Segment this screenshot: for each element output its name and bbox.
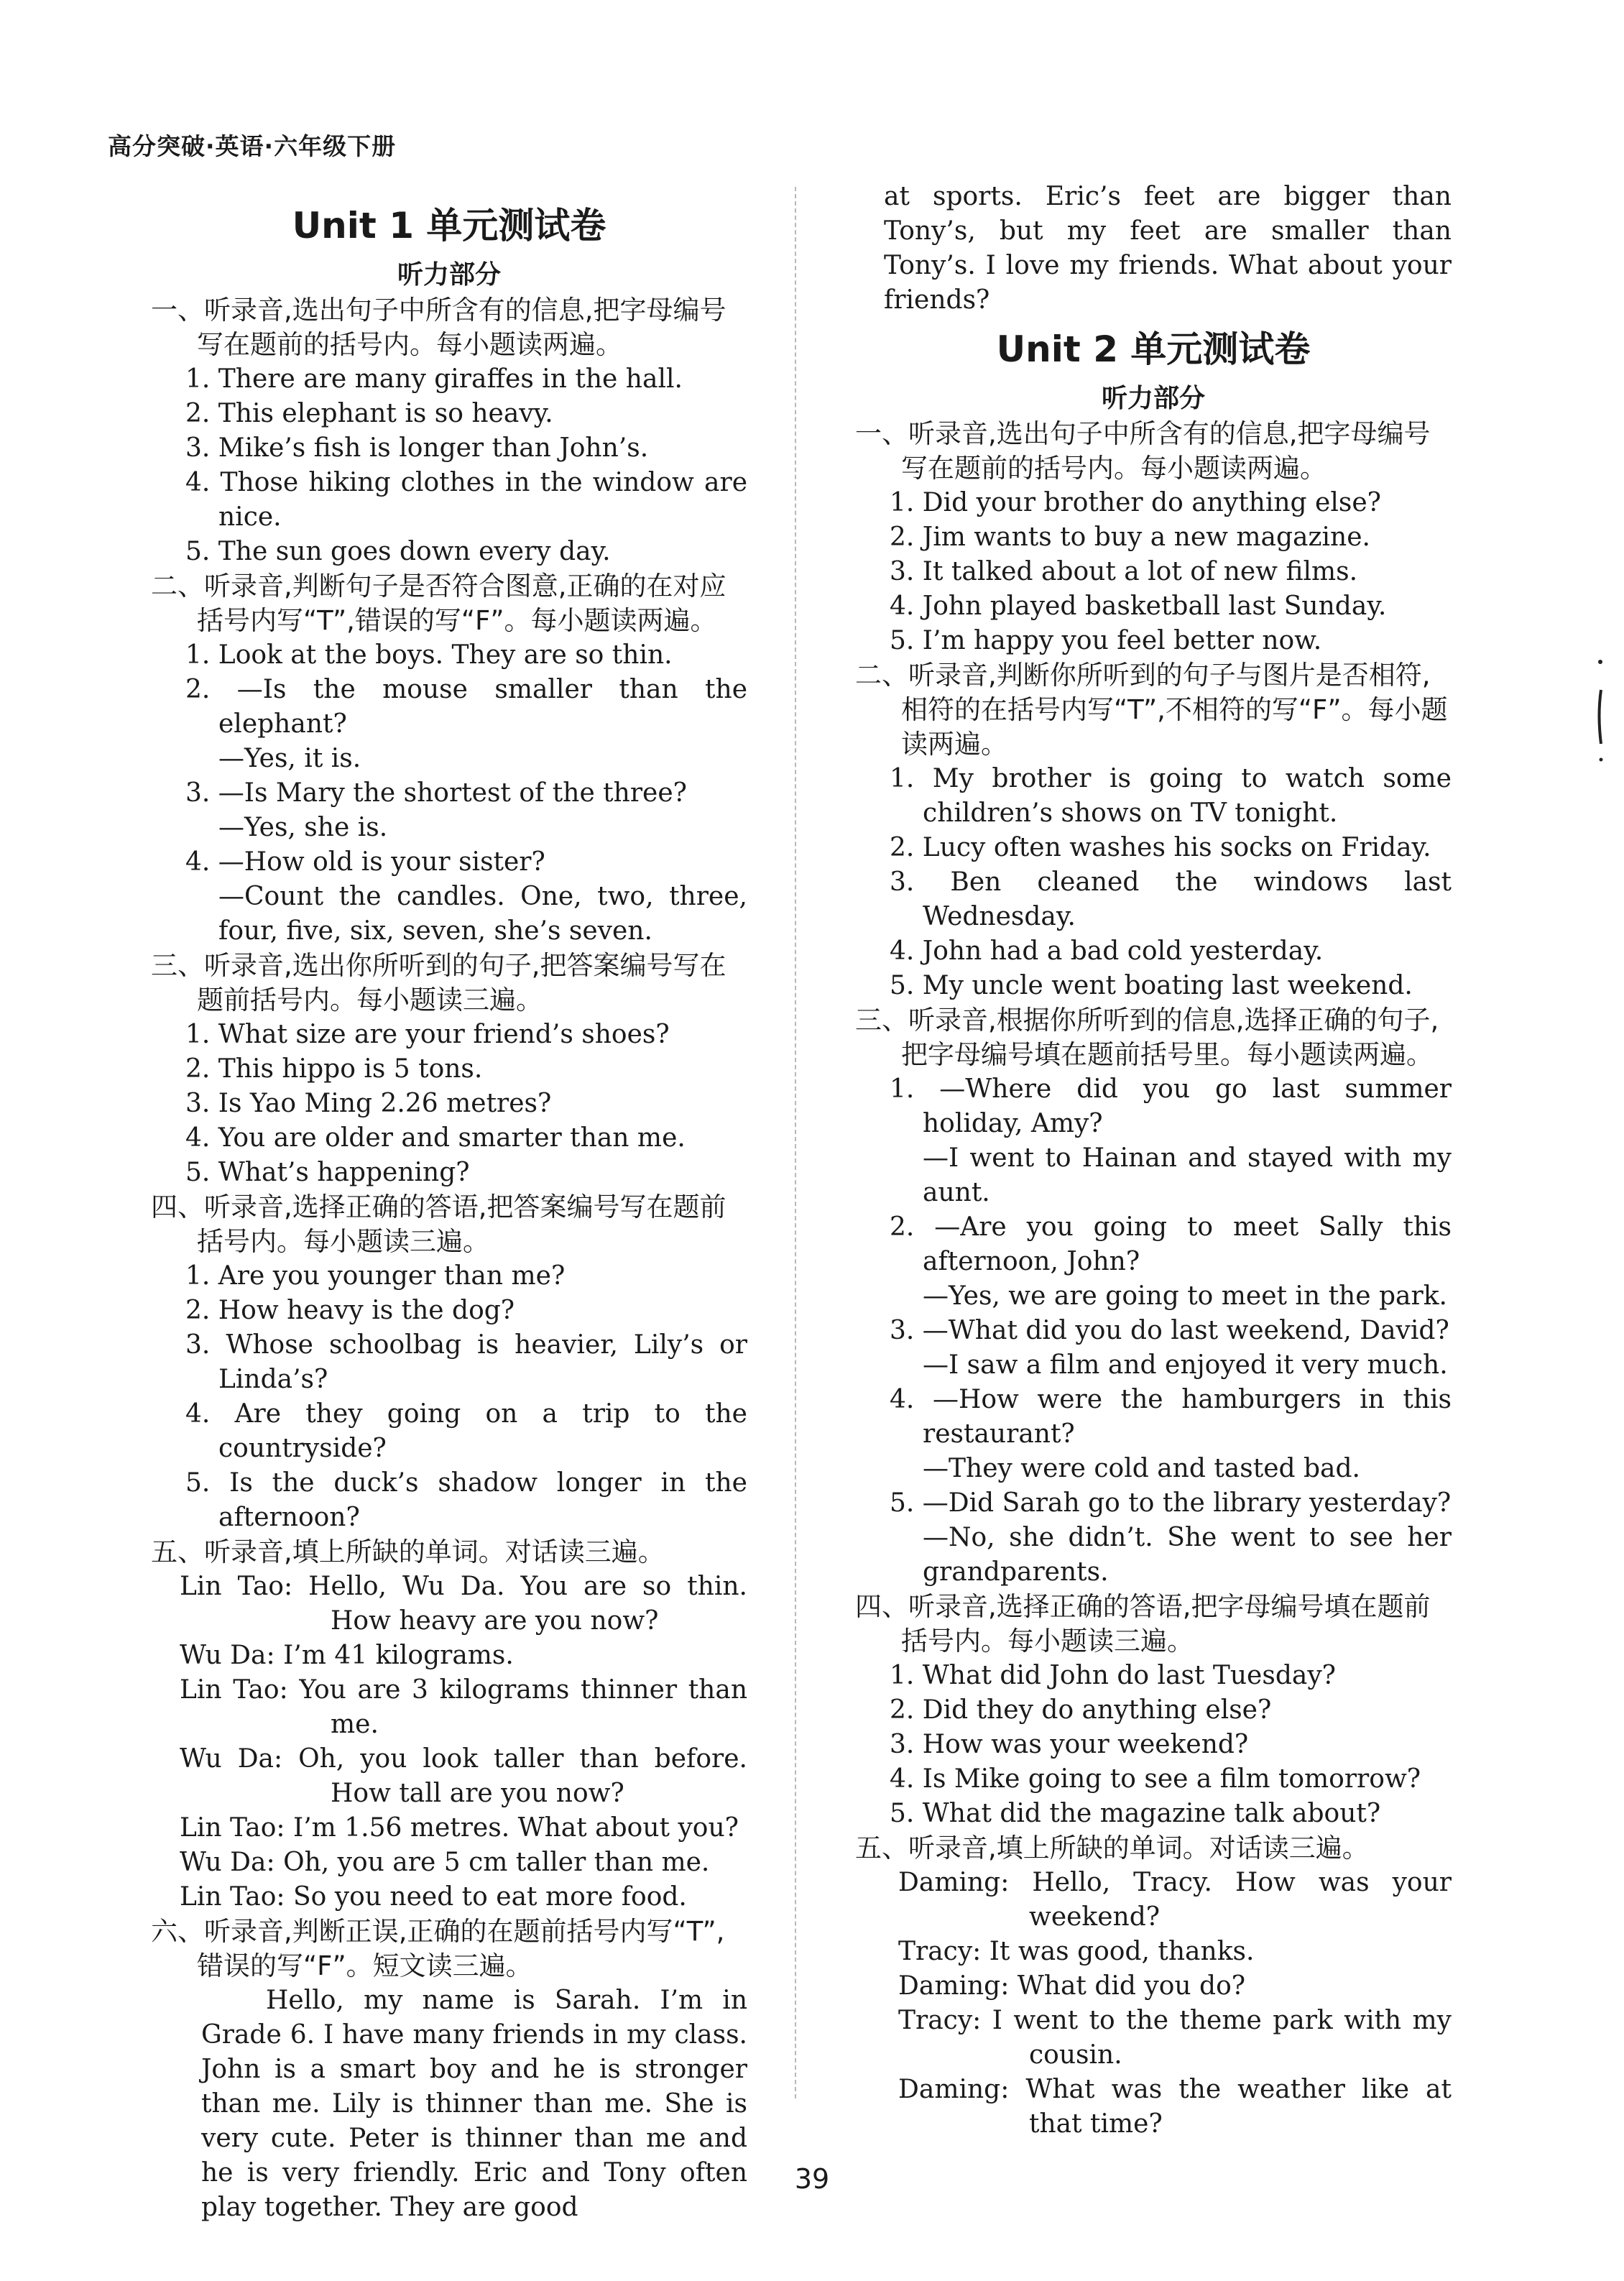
u2-s3-reply: —No, she didn’t. She went to see her grandparents. (923, 1523, 1452, 1587)
u2-s1-item: 3. It talked about a lot of new films. (890, 557, 1358, 586)
u2-s1-item: 5. I’m happy you feel better now. (890, 626, 1322, 655)
u1-s3-item: 5. What’s happening? (185, 1158, 470, 1187)
u2-s5-dialogue-line: Tracy: I went to the theme park with my cousin. (898, 2006, 1452, 2070)
u1-s1-item: 4. Those hiking clothes in the window are nice. (185, 468, 747, 532)
u1-s4-item: 5. Is the duck’s shadow longer in the afternoon? (185, 1468, 747, 1532)
u2-s2-item: 2. Lucy often washes his socks on Friday. (890, 833, 1431, 862)
u2-s3-item: 1. —Where did you go last summer holiday, Amy? (890, 1074, 1452, 1138)
u1-s5-dialogue-line: Lin Tao: So you need to eat more food. (180, 1882, 687, 1912)
u2-section-2-title: 二、听录音,判断你所听到的句子与图片是否相符,相符的在括号内写“T”,不相符的写“F”。每小题读两遍。 (855, 660, 1448, 760)
u2-s5-dialogue-line: Daming: What did you do? (898, 1971, 1246, 2001)
u2-s1-item: 1. Did your brother do anything else? (890, 488, 1381, 517)
unit1-title: Unit 1 单元测试卷 (292, 205, 606, 246)
u2-s1-item: 2. Jim wants to buy a new magazine. (890, 522, 1370, 552)
u1-s2-reply: —Yes, it is. (218, 744, 361, 773)
u1-s2-item: 4. —How old is your sister? (185, 847, 545, 877)
u2-s5-dialogue-line: Tracy: It was good, thanks. (898, 1937, 1255, 1966)
left-column (151, 194, 747, 2225)
book-header: 高分突破·英语·六年级下册 (108, 132, 397, 160)
u2-section-4-title: 四、听录音,选择正确的答语,把字母编号填在题前括号内。每小题读三遍。 (855, 1591, 1431, 1656)
u2-s4-item: 2. Did they do anything else? (890, 1695, 1272, 1725)
u1-s5-dialogue-line: Wu Da: Oh, you look taller than before. How tall are you now? (180, 1744, 747, 1808)
right-column (855, 180, 1452, 2142)
u2-s3-item: 4. —How were the hamburgers in this restaurant? (890, 1385, 1452, 1449)
u2-section-5-title: 五、听录音,填上所缺的单词。对话读三遍。 (855, 1833, 1369, 1863)
u1-s6-passage-continued: at sports. Eric’s feet are bigger than Tony’s, but my feet are smaller than Tony’s. I love my friends. What about your friends? (884, 182, 1452, 315)
u2-s3-reply: —I saw a film and enjoyed it very much. (923, 1350, 1448, 1380)
u2-s3-item: 5. —Did Sarah go to the library yesterday? (890, 1488, 1452, 1518)
u2-s3-reply: —They were cold and tasted bad. (923, 1454, 1360, 1483)
u1-s4-item: 4. Are they going on a trip to the countryside? (185, 1399, 747, 1463)
unit2-listening-title: 听力部分 (1101, 383, 1205, 413)
u1-s3-item: 3. Is Yao Ming 2.26 metres? (185, 1089, 552, 1118)
page-number: 39 (794, 2163, 830, 2195)
u1-s5-dialogue-line: Wu Da: I’m 41 kilograms. (180, 1641, 514, 1670)
u2-s4-item: 1. What did John do last Tuesday? (890, 1661, 1336, 1690)
u2-s4-item: 4. Is Mike going to see a film tomorrow? (890, 1764, 1421, 1794)
margin-mark (1597, 658, 1604, 765)
u1-s4-item: 3. Whose schoolbag is heavier, Lily’s or Linda’s? (185, 1330, 747, 1394)
u1-s2-reply: —Yes, she is. (218, 813, 388, 842)
u2-s5-dialogue-line: Daming: Hello, Tracy. How was your weekend? (898, 1868, 1452, 1932)
u1-s4-item: 1. Are you younger than me? (185, 1261, 566, 1291)
u2-s3-item: 2. —Are you going to meet Sally this afternoon, John? (890, 1212, 1452, 1276)
u1-section-5-title: 五、听录音,填上所缺的单词。对话读三遍。 (151, 1536, 665, 1567)
u2-s1-item: 4. John played basketball last Sunday. (890, 591, 1387, 621)
u1-s3-item: 4. You are older and smarter than me. (185, 1123, 686, 1153)
u1-s1-item: 2. This elephant is so heavy. (185, 399, 553, 428)
u1-section-3-title: 三、听录音,选出你所听到的句子,把答案编号写在题前括号内。每小题读三遍。 (151, 950, 726, 1015)
u1-s5-dialogue-line: Lin Tao: I’m 1.56 metres. What about you? (180, 1813, 739, 1843)
u1-s2-reply: —Count the candles. One, two, three, four, five, six, seven, she’s seven. (218, 882, 747, 946)
u1-s5-dialogue-line: Lin Tao: Hello, Wu Da. You are so thin. How heavy are you now? (180, 1572, 747, 1636)
u1-s2-item: 2. —Is the mouse smaller than the elephant? (185, 675, 747, 739)
u1-section-4-title: 四、听录音,选择正确的答语,把答案编号写在题前括号内。每小题读三遍。 (151, 1192, 726, 1257)
u1-section-1-title: 一、听录音,选出句子中所含有的信息,把字母编号写在题前的括号内。每小题读两遍。 (151, 295, 726, 360)
u1-s4-item: 2. How heavy is the dog? (185, 1296, 515, 1325)
u2-s5-dialogue-line: Daming: What was the weather like at that time? (898, 2075, 1452, 2139)
unit2-title: Unit 2 单元测试卷 (996, 328, 1311, 370)
u2-s3-item: 3. —What did you do last weekend, David? (890, 1316, 1449, 1345)
u2-s3-reply: —Yes, we are going to meet in the park. (923, 1281, 1447, 1311)
u1-s1-item: 1. There are many giraffes in the hall. (185, 364, 683, 394)
u1-s3-item: 1. What size are your friend’s shoes? (185, 1020, 670, 1049)
column-divider (795, 187, 796, 2098)
u1-s3-item: 2. This hippo is 5 tons. (185, 1054, 483, 1084)
u2-section-1-title: 一、听录音,选出句子中所含有的信息,把字母编号写在题前的括号内。每小题读两遍。 (855, 418, 1431, 484)
u2-section-3-title: 三、听录音,根据你所听到的信息,选择正确的句子,把字母编号填在题前括号里。每小题读两遍。 (855, 1005, 1439, 1070)
u1-s5-dialogue-line: Lin Tao: You are 3 kilograms thinner than me. (180, 1675, 747, 1739)
u1-s2-item: 3. —Is Mary the shortest of the three? (185, 778, 687, 808)
u1-s1-item: 3. Mike’s fish is longer than John’s. (185, 433, 649, 463)
u1-section-6-title: 六、听录音,判断正误,正确的在题前括号内写“T”,错误的写“F”。短文读三遍。 (151, 1916, 725, 1981)
u1-section-2-title: 二、听录音,判断句子是否符合图意,正确的在对应括号内写“T”,错误的写“F”。每小题读两遍。 (151, 571, 726, 636)
u2-s2-item: 3. Ben cleaned the windows last Wednesday. (890, 867, 1452, 931)
u2-s2-item: 4. John had a bad cold yesterday. (890, 936, 1324, 966)
u1-s5-dialogue-line: Wu Da: Oh, you are 5 cm taller than me. (180, 1848, 710, 1877)
u2-s4-item: 3. How was your weekend? (890, 1730, 1249, 1759)
u2-s3-reply: —I went to Hainan and stayed with my aunt. (923, 1143, 1452, 1207)
u2-s2-item: 5. My uncle went boating last weekend. (890, 971, 1413, 1000)
u2-s2-item: 1. My brother is going to watch some children’s shows on TV tonight. (890, 764, 1452, 828)
u1-s6-passage: Hello, my name is Sarah. I’m in Grade 6. I have many friends in my class. John is a smart boy and he is stronger than me. Lily is thinner than me. She is very cute. Peter is thinner than me and he is very friendly. Eric and Tony often play together. They are good (201, 1986, 747, 2222)
u1-s1-item: 5. The sun goes down every day. (185, 537, 611, 566)
unit1-listening-title: 听力部分 (397, 259, 501, 290)
u1-s2-item: 1. Look at the boys. They are so thin. (185, 640, 673, 670)
u2-s4-item: 5. What did the magazine talk about? (890, 1799, 1381, 1828)
